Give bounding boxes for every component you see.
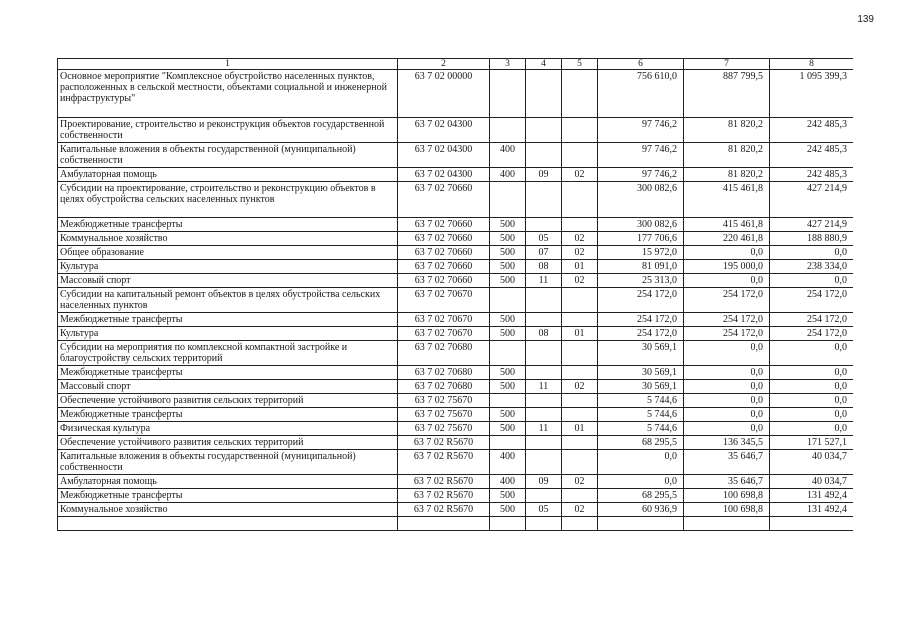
row-expense-type: 500 — [490, 260, 526, 274]
row-amount-col6: 254 172,0 — [598, 313, 684, 327]
row-subsection — [562, 70, 598, 118]
row-code: 63 7 02 70660 — [398, 218, 490, 232]
row-section — [526, 70, 562, 118]
table-row — [58, 288, 854, 313]
row-subsection — [562, 182, 598, 218]
row-name: Коммунальное хозяйство — [58, 503, 398, 517]
row-subsection — [562, 394, 598, 408]
row-name: Коммунальное хозяйство — [58, 232, 398, 246]
empty-cell — [490, 517, 526, 531]
row-amount-col6: 5 744,6 — [598, 394, 684, 408]
column-number: 8 — [770, 59, 854, 70]
row-amount-col6: 5 744,6 — [598, 422, 684, 436]
row-expense-type — [490, 288, 526, 313]
table-row — [58, 327, 854, 341]
row-subsection — [562, 218, 598, 232]
row-amount-col6: 30 569,1 — [598, 366, 684, 380]
row-subsection — [562, 489, 598, 503]
row-section: 11 — [526, 380, 562, 394]
column-number: 5 — [562, 59, 598, 70]
table-row — [58, 450, 854, 475]
table-row — [58, 218, 854, 232]
budget-table — [57, 58, 853, 531]
row-code: 63 7 02 75670 — [398, 422, 490, 436]
row-name: Культура — [58, 260, 398, 274]
row-subsection — [562, 288, 598, 313]
row-code: 63 7 02 00000 — [398, 70, 490, 118]
row-amount-col6: 97 746,2 — [598, 168, 684, 182]
row-subsection: 02 — [562, 168, 598, 182]
table-row — [58, 380, 854, 394]
row-code: 63 7 02 R5670 — [398, 503, 490, 517]
row-code: 63 7 02 R5670 — [398, 436, 490, 450]
row-subsection — [562, 436, 598, 450]
table-row — [58, 70, 854, 118]
row-code: 63 7 02 70680 — [398, 341, 490, 366]
row-subsection: 02 — [562, 246, 598, 260]
row-subsection: 02 — [562, 475, 598, 489]
row-subsection: 01 — [562, 327, 598, 341]
row-section — [526, 182, 562, 218]
row-section — [526, 489, 562, 503]
row-amount-col7: 0,0 — [684, 408, 770, 422]
table-row — [58, 503, 854, 517]
row-subsection: 02 — [562, 503, 598, 517]
table-row — [58, 341, 854, 366]
row-code: 63 7 02 70670 — [398, 327, 490, 341]
row-amount-col8: 171 527,1 — [770, 436, 854, 450]
row-amount-col6: 68 295,5 — [598, 436, 684, 450]
row-code: 63 7 02 70660 — [398, 274, 490, 288]
row-amount-col6: 300 082,6 — [598, 182, 684, 218]
row-amount-col6: 0,0 — [598, 450, 684, 475]
row-code: 63 7 02 70660 — [398, 260, 490, 274]
row-subsection — [562, 366, 598, 380]
row-name: Массовый спорт — [58, 380, 398, 394]
row-code: 63 7 02 75670 — [398, 408, 490, 422]
row-amount-col7: 81 820,2 — [684, 143, 770, 168]
row-section — [526, 394, 562, 408]
row-name: Обеспечение устойчивого развития сельских территорий — [58, 394, 398, 408]
row-name: Обеспечение устойчивого развития сельских территорий — [58, 436, 398, 450]
row-amount-col7: 887 799,5 — [684, 70, 770, 118]
row-code: 63 7 02 70670 — [398, 313, 490, 327]
row-section: 11 — [526, 422, 562, 436]
row-amount-col8: 0,0 — [770, 380, 854, 394]
row-subsection — [562, 341, 598, 366]
row-name: Амбулаторная помощь — [58, 475, 398, 489]
table-header — [58, 59, 854, 70]
column-number-row — [58, 59, 854, 70]
row-expense-type: 400 — [490, 143, 526, 168]
table-row — [58, 436, 854, 450]
row-name: Массовый спорт — [58, 274, 398, 288]
row-amount-col8: 254 172,0 — [770, 327, 854, 341]
row-amount-col7: 195 000,0 — [684, 260, 770, 274]
row-amount-col7: 415 461,8 — [684, 218, 770, 232]
row-amount-col6: 81 091,0 — [598, 260, 684, 274]
table-row — [58, 260, 854, 274]
row-expense-type: 500 — [490, 232, 526, 246]
row-expense-type — [490, 436, 526, 450]
row-amount-col8: 0,0 — [770, 394, 854, 408]
table-body — [58, 70, 854, 531]
row-amount-col7: 0,0 — [684, 422, 770, 436]
row-amount-col7: 254 172,0 — [684, 313, 770, 327]
table-row — [58, 143, 854, 168]
row-code: 63 7 02 75670 — [398, 394, 490, 408]
row-subsection: 02 — [562, 232, 598, 246]
row-name: Межбюджетные трансферты — [58, 313, 398, 327]
row-name: Общее образование — [58, 246, 398, 260]
table-row — [58, 366, 854, 380]
row-expense-type: 400 — [490, 450, 526, 475]
row-expense-type: 500 — [490, 218, 526, 232]
row-expense-type: 500 — [490, 489, 526, 503]
row-amount-col8: 0,0 — [770, 366, 854, 380]
row-subsection: 01 — [562, 422, 598, 436]
row-amount-col6: 0,0 — [598, 475, 684, 489]
row-amount-col7: 0,0 — [684, 394, 770, 408]
table-row — [58, 118, 854, 143]
table-row — [58, 422, 854, 436]
empty-cell — [684, 517, 770, 531]
row-expense-type: 500 — [490, 313, 526, 327]
empty-cell — [562, 517, 598, 531]
row-amount-col6: 254 172,0 — [598, 327, 684, 341]
row-amount-col8: 40 034,7 — [770, 475, 854, 489]
row-amount-col7: 0,0 — [684, 274, 770, 288]
row-name: Культура — [58, 327, 398, 341]
row-amount-col6: 5 744,6 — [598, 408, 684, 422]
row-section — [526, 408, 562, 422]
row-amount-col8: 0,0 — [770, 408, 854, 422]
table-row — [58, 313, 854, 327]
row-name: Основное мероприятие "Комплексное обустройство населенных пунктов, расположенных в сельской местности, объектами социальной и инженерной инфраструктуры" — [58, 70, 398, 118]
row-amount-col6: 68 295,5 — [598, 489, 684, 503]
row-amount-col7: 0,0 — [684, 341, 770, 366]
row-section: 09 — [526, 168, 562, 182]
row-subsection: 02 — [562, 274, 598, 288]
row-amount-col7: 254 172,0 — [684, 327, 770, 341]
row-amount-col8: 0,0 — [770, 246, 854, 260]
row-expense-type — [490, 70, 526, 118]
empty-cell — [398, 517, 490, 531]
row-expense-type: 500 — [490, 408, 526, 422]
row-amount-col7: 254 172,0 — [684, 288, 770, 313]
row-expense-type — [490, 118, 526, 143]
row-section: 05 — [526, 232, 562, 246]
row-amount-col6: 97 746,2 — [598, 118, 684, 143]
row-expense-type: 500 — [490, 366, 526, 380]
row-section: 08 — [526, 327, 562, 341]
row-code: 63 7 02 R5670 — [398, 450, 490, 475]
row-section: 07 — [526, 246, 562, 260]
table-row — [58, 168, 854, 182]
table-row — [58, 232, 854, 246]
table-row — [58, 246, 854, 260]
row-amount-col7: 0,0 — [684, 366, 770, 380]
row-subsection — [562, 450, 598, 475]
row-amount-col8: 1 095 399,3 — [770, 70, 854, 118]
row-amount-col8: 254 172,0 — [770, 288, 854, 313]
row-code: 63 7 02 70680 — [398, 380, 490, 394]
row-section: 09 — [526, 475, 562, 489]
row-name: Проектирование, строительство и реконструкция объектов государственной собственности — [58, 118, 398, 143]
row-amount-col8: 0,0 — [770, 274, 854, 288]
row-amount-col8: 131 492,4 — [770, 503, 854, 517]
row-expense-type: 500 — [490, 327, 526, 341]
row-section — [526, 341, 562, 366]
empty-cell — [770, 517, 854, 531]
table-row — [58, 475, 854, 489]
row-amount-col6: 60 936,9 — [598, 503, 684, 517]
row-amount-col7: 136 345,5 — [684, 436, 770, 450]
row-amount-col8: 242 485,3 — [770, 118, 854, 143]
row-code: 63 7 02 04300 — [398, 118, 490, 143]
row-amount-col6: 177 706,6 — [598, 232, 684, 246]
row-section — [526, 366, 562, 380]
row-section — [526, 450, 562, 475]
row-section — [526, 436, 562, 450]
row-amount-col6: 756 610,0 — [598, 70, 684, 118]
row-amount-col7: 415 461,8 — [684, 182, 770, 218]
column-number: 3 — [490, 59, 526, 70]
column-number: 7 — [684, 59, 770, 70]
row-amount-col7: 35 646,7 — [684, 450, 770, 475]
row-code: 63 7 02 04300 — [398, 168, 490, 182]
row-expense-type — [490, 182, 526, 218]
row-amount-col6: 25 313,0 — [598, 274, 684, 288]
row-subsection — [562, 143, 598, 168]
row-amount-col8: 238 334,0 — [770, 260, 854, 274]
table-row-continuation — [58, 517, 854, 531]
row-section — [526, 313, 562, 327]
row-section: 08 — [526, 260, 562, 274]
row-amount-col8: 427 214,9 — [770, 218, 854, 232]
row-name: Амбулаторная помощь — [58, 168, 398, 182]
row-amount-col7: 0,0 — [684, 380, 770, 394]
row-amount-col6: 300 082,6 — [598, 218, 684, 232]
row-expense-type: 400 — [490, 168, 526, 182]
table-row — [58, 394, 854, 408]
row-name: Капитальные вложения в объекты государственной (муниципальной) собственности — [58, 143, 398, 168]
empty-cell — [58, 517, 398, 531]
row-section: 05 — [526, 503, 562, 517]
empty-cell — [598, 517, 684, 531]
row-subsection — [562, 313, 598, 327]
row-expense-type — [490, 394, 526, 408]
table-row — [58, 489, 854, 503]
row-name: Межбюджетные трансферты — [58, 366, 398, 380]
row-code: 63 7 02 70660 — [398, 246, 490, 260]
row-amount-col7: 0,0 — [684, 246, 770, 260]
table-row — [58, 408, 854, 422]
row-amount-col8: 40 034,7 — [770, 450, 854, 475]
row-amount-col6: 254 172,0 — [598, 288, 684, 313]
column-number: 2 — [398, 59, 490, 70]
row-name: Межбюджетные трансферты — [58, 489, 398, 503]
row-amount-col6: 30 569,1 — [598, 380, 684, 394]
row-amount-col8: 0,0 — [770, 422, 854, 436]
row-expense-type — [490, 341, 526, 366]
table-row — [58, 274, 854, 288]
row-expense-type: 500 — [490, 274, 526, 288]
row-code: 63 7 02 R5670 — [398, 475, 490, 489]
row-amount-col7: 81 820,2 — [684, 118, 770, 143]
row-code: 63 7 02 04300 — [398, 143, 490, 168]
page-number: 139 — [857, 14, 874, 25]
row-section — [526, 218, 562, 232]
row-amount-col8: 188 880,9 — [770, 232, 854, 246]
row-amount-col8: 254 172,0 — [770, 313, 854, 327]
row-section — [526, 118, 562, 143]
row-amount-col8: 242 485,3 — [770, 143, 854, 168]
row-amount-col6: 97 746,2 — [598, 143, 684, 168]
row-name: Межбюджетные трансферты — [58, 218, 398, 232]
row-amount-col7: 100 698,8 — [684, 503, 770, 517]
row-code: 63 7 02 70680 — [398, 366, 490, 380]
table-row — [58, 182, 854, 218]
row-amount-col7: 35 646,7 — [684, 475, 770, 489]
row-name: Субсидии на проектирование, строительство и реконструкцию объектов в целях обустройства сельских населенных пунктов — [58, 182, 398, 218]
row-expense-type: 500 — [490, 246, 526, 260]
row-code: 63 7 02 R5670 — [398, 489, 490, 503]
row-code: 63 7 02 70660 — [398, 182, 490, 218]
row-amount-col8: 242 485,3 — [770, 168, 854, 182]
row-expense-type: 500 — [490, 422, 526, 436]
row-subsection — [562, 408, 598, 422]
row-subsection: 02 — [562, 380, 598, 394]
row-code: 63 7 02 70670 — [398, 288, 490, 313]
row-amount-col8: 131 492,4 — [770, 489, 854, 503]
row-section: 11 — [526, 274, 562, 288]
row-section — [526, 288, 562, 313]
row-amount-col6: 15 972,0 — [598, 246, 684, 260]
row-name: Субсидии на мероприятия по комплексной компактной застройке и благоустройству сельских территорий — [58, 341, 398, 366]
row-expense-type: 500 — [490, 503, 526, 517]
row-amount-col6: 30 569,1 — [598, 341, 684, 366]
row-subsection: 01 — [562, 260, 598, 274]
row-amount-col7: 100 698,8 — [684, 489, 770, 503]
row-name: Капитальные вложения в объекты государственной (муниципальной) собственности — [58, 450, 398, 475]
row-name: Физическая культура — [58, 422, 398, 436]
column-number: 6 — [598, 59, 684, 70]
column-number: 1 — [58, 59, 398, 70]
column-number: 4 — [526, 59, 562, 70]
row-amount-col7: 81 820,2 — [684, 168, 770, 182]
row-section — [526, 143, 562, 168]
empty-cell — [526, 517, 562, 531]
row-name: Субсидии на капитальный ремонт объектов в целях обустройства сельских населенных пунктов — [58, 288, 398, 313]
row-amount-col7: 220 461,8 — [684, 232, 770, 246]
row-amount-col8: 427 214,9 — [770, 182, 854, 218]
row-code: 63 7 02 70660 — [398, 232, 490, 246]
budget-table-container — [57, 58, 853, 569]
row-subsection — [562, 118, 598, 143]
row-amount-col8: 0,0 — [770, 341, 854, 366]
row-expense-type: 400 — [490, 475, 526, 489]
row-expense-type: 500 — [490, 380, 526, 394]
row-name: Межбюджетные трансферты — [58, 408, 398, 422]
